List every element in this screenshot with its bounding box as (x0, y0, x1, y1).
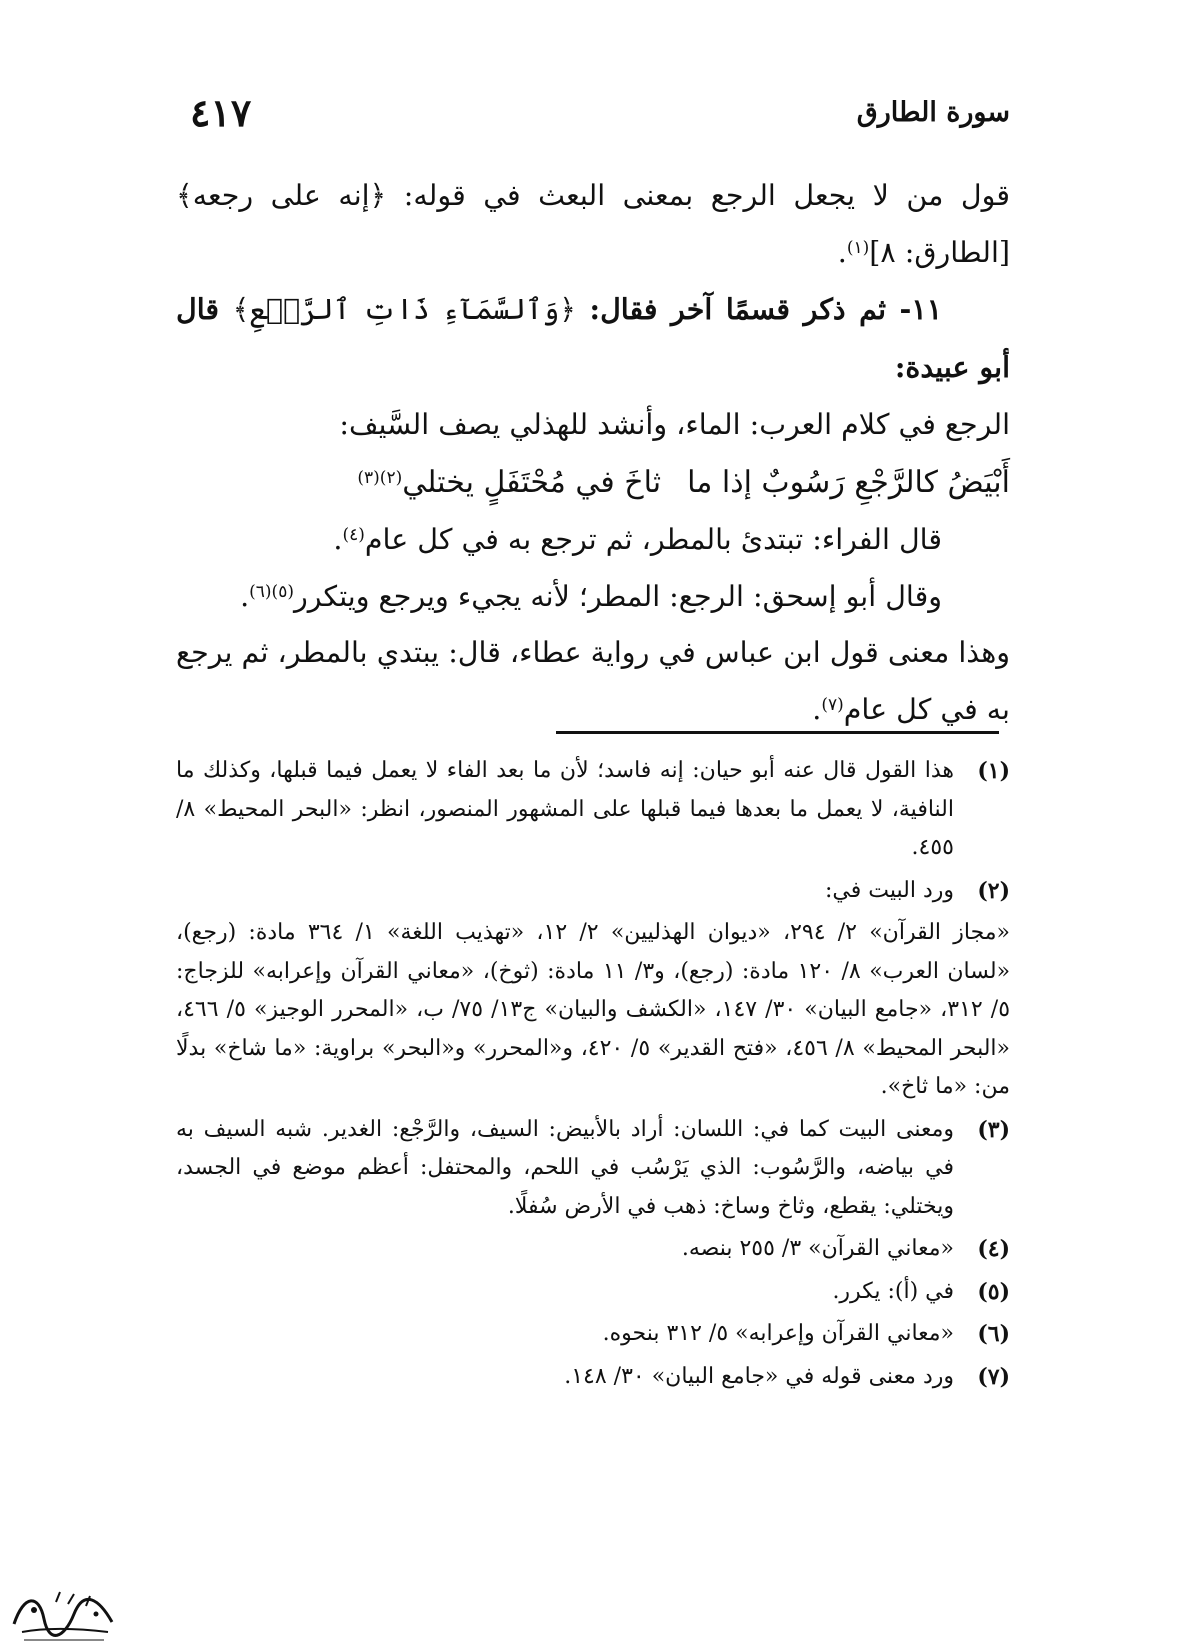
verse-first-hemistich: أَبْيَضُ كالرَّجْعِ رَسُوبٌ إذا ما (687, 464, 1010, 500)
footnote-number: (٣) (977, 1116, 1010, 1143)
footnote-number: (٦) (977, 1321, 1010, 1347)
page-number: ٤١٧ (190, 89, 252, 135)
footnote-ref-5-6[interactable]: (٥)(٦) (249, 581, 294, 602)
footnote-text: هذا القول قال عنه أبو حيان: إنه فاسد؛ لأن ما بعد الفاء لا يعمل فيما قبلها، وكذلك ما النافية، لا يعمل ما بعدها فيما قبلها على المشهور المنصور، انظر: «البحر المحيط» ٨/ ٤٥٥. (176, 758, 954, 860)
paragraph-3 (176, 397, 1010, 454)
footnote-ref-4[interactable]: (٤) (342, 525, 365, 546)
footnote (176, 752, 1010, 868)
footnote-text: ورد معنى قوله في «جامع البيان» ٣٠/ ١٤٨. (564, 1363, 954, 1389)
paragraph-1-text: قول من لا يجعل الرجع بمعنى البعث في قوله: ﴿إنه على رجعه﴾ [الطارق: ٨] (176, 179, 1010, 269)
paragraph-6-end: . (812, 693, 822, 727)
footnote-text: ورد البيت في: (825, 877, 954, 903)
paragraph-6 (176, 625, 1010, 738)
footnote-ref-7[interactable]: (٧) (821, 695, 844, 716)
footnote (176, 1273, 1010, 1312)
footnote-number: (٤) (977, 1236, 1010, 1262)
footnote-ref-1[interactable]: (١) (846, 237, 870, 258)
paragraph-5 (176, 569, 1010, 626)
surah-title: سورة الطارق (856, 96, 1010, 128)
footnote-number: (٧) (977, 1363, 1010, 1390)
footnote-continuation (176, 914, 1010, 1107)
footnote-text: ومعنى البيت كما في: اللسان: أراد بالأبيض: السيف، والرَّجْع: الغدير. شبه السيف به في بياضه، والرَّسُوب: الذي يَرْسُب في اللحم، والمحتفل: أعظم موضع في الجسد، ويختلي: يقطع، وثاخ وساخ: ذهب في الأرض سُفلًا. (176, 1116, 954, 1219)
paragraph-4 (176, 512, 1010, 569)
paragraph-2-text-b: قال أبو عبيدة: (176, 292, 1010, 385)
footnote-ref-2-3[interactable]: (٢)(٣) (357, 467, 403, 488)
footnote (176, 1315, 1010, 1354)
quran-verse: ﴿وَٱلسَّمَآءِ ذَاتِ ٱلرَّجۡعِ﴾ (232, 293, 577, 327)
paragraph-1-end: . (837, 235, 847, 269)
paragraph-4-text: قال الفراء: تبتدئ بالمطر، ثم ترجع به في كل عام (364, 523, 942, 557)
verse-second-hemistich: ثاخَ في مُحْتَفَلٍ يختلي (402, 464, 662, 500)
footnote (176, 1358, 1010, 1397)
paragraph-3-text: الرجع في كلام العرب: الماء، وأنشد للهذلي يصف السَّيف: (339, 407, 1010, 441)
paragraph-5-end: . (240, 579, 250, 613)
footnotes (176, 752, 1010, 1400)
paragraph-2-text-a: ١١- ثم ذكر قسمًا آخر فقال: (576, 292, 943, 327)
footnote-text: في (أ): يكرر. (832, 1278, 954, 1304)
main-text (176, 168, 1010, 739)
footnote-number: (١) (977, 758, 1010, 784)
footnote-separator (556, 731, 999, 734)
poetry-verse (176, 454, 1010, 513)
paragraph-1 (176, 168, 1010, 281)
footnote (176, 872, 1010, 911)
footnote-number: (٢) (977, 877, 1010, 904)
footnote-number: (٥) (977, 1278, 1010, 1305)
footnote (176, 1111, 1010, 1227)
paragraph-5-text: وقال أبو إسحق: الرجع: المطر؛ لأنه يجيء ويرجع ويتكرر (293, 579, 942, 613)
paragraph-6-text: وهذا معنى قول ابن عباس في رواية عطاء، قال: يبتدي بالمطر، ثم يرجع به في كل عام (176, 636, 1010, 727)
footnote-text: «معاني القرآن وإعرابه» ٥/ ٣١٢ بنحوه. (602, 1321, 954, 1346)
footnote (176, 1230, 1010, 1269)
footnote-text: «مجاز القرآن» ٢/ ٢٩٤، «ديوان الهذليين» ٢/ ١٢، «تهذيب اللغة» ١/ ٣٦٤ مادة: (رجع)، «لسان العرب» ٨/ ١٢٠ مادة: (رجع)، و٣/ ١١ مادة: (ثوخ)، «معاني القرآن وإعرابه» للزجاج: ٥/ ٣١٢، «جامع البيان» ٣٠/ ١٤٧، «الكشف والبيان» ج١٣/ ٧٥/ ب، «المحرر الوجيز» ٥/ ٤٦٦، «البحر المحيط» ٨/ ٤٥٦، «فتح القدير» ٥/ ٤٢٠، و«المحرر» و«البحر» براوية: «ما شاخ» بدلًا من: «ما ثاخ». (176, 920, 1011, 1099)
footnote-text: «معاني القرآن» ٣/ ٢٥٥ بنصه. (681, 1236, 954, 1261)
paragraph-2 (176, 281, 1010, 396)
page-header (190, 88, 1010, 136)
publisher-logo (4, 1584, 122, 1646)
paragraph-4-end: . (333, 523, 343, 557)
